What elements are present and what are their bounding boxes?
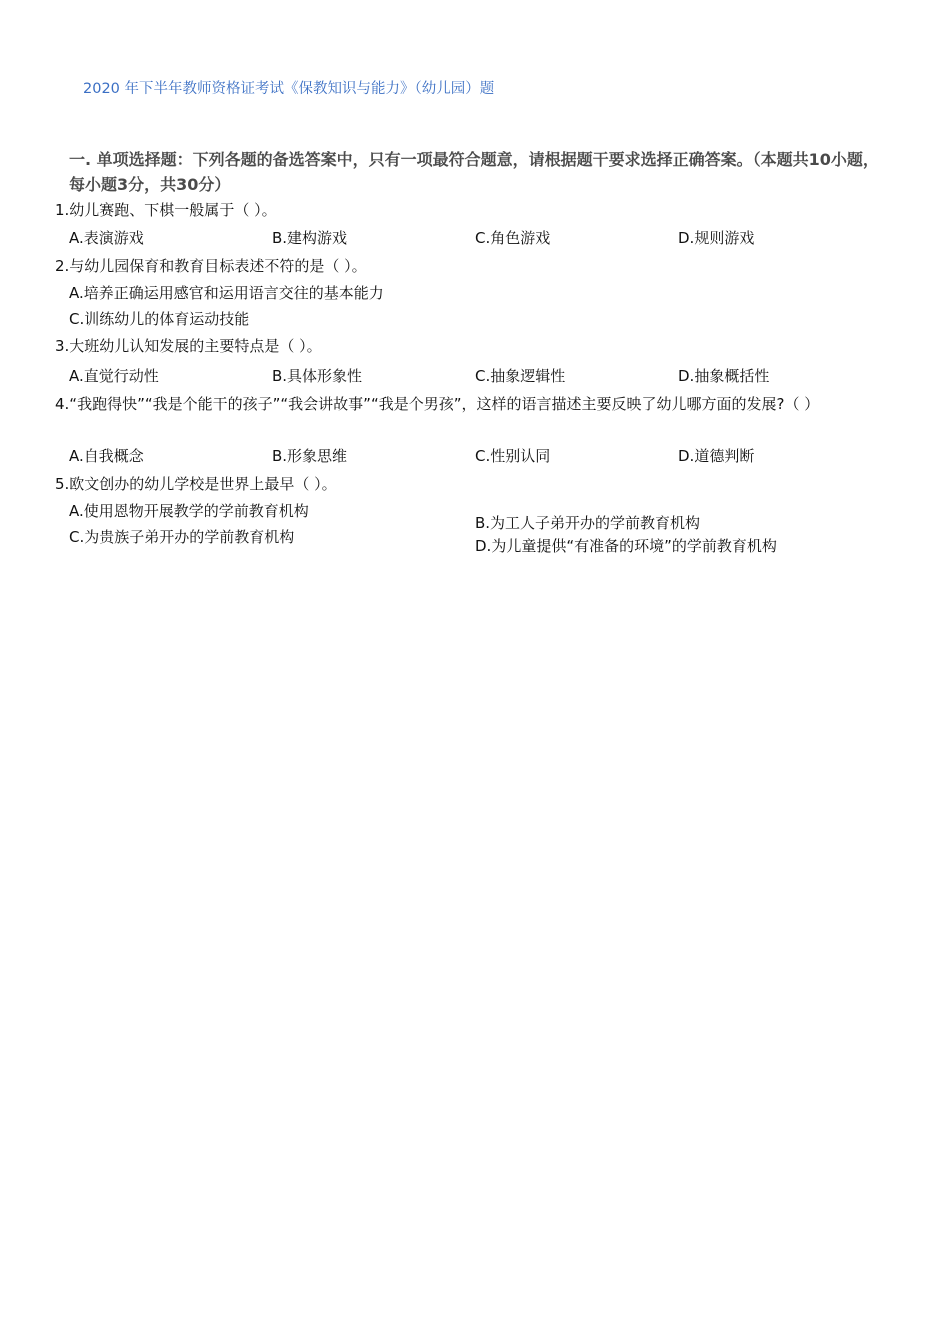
question-4-stem (55, 393, 883, 415)
question-2-option-a: A.培养正确运用感官和运用语言交往的基本能力 (69, 284, 384, 302)
question-4-option-b: B.形象思维 (272, 447, 348, 465)
question-5-option-b: B.为工人子弟开办的学前教育机构 (475, 514, 701, 532)
question-5-option-d: D.为儿童提供“有准备的环境”的学前教育机构 (475, 537, 777, 555)
question-5-option-c: C.为贵族子弟开办的学前教育机构 (69, 528, 295, 546)
question-4-option-a: A.自我概念 (69, 447, 144, 465)
question-2-stem: 2.与幼儿园保育和教育目标表述不符的是（ ）。 (55, 257, 367, 275)
question-4-stem-text: 4.“我跑得快”“我是个能干的孩子”“我会讲故事”“我是个男孩”，这样的语言描述主要反映了幼儿哪方面的发展?（ ） (55, 395, 820, 413)
question-1-option-d: D.规则游戏 (678, 229, 755, 247)
question-4-option-c: C.性别认同 (475, 447, 551, 465)
question-3-option-a: A.直觉行动性 (69, 367, 159, 385)
question-5-option-a: A.使用恩物开展教学的学前教育机构 (69, 502, 309, 520)
question-3-option-b: B.具体形象性 (272, 367, 363, 385)
document-title: 2020 年下半年教师资格证考试《保教知识与能力》（幼儿园）题 (83, 81, 495, 97)
question-1-option-c: C.角色游戏 (475, 229, 551, 247)
question-3-option-d: D.抽象概括性 (678, 367, 770, 385)
question-1-option-b: B.建构游戏 (272, 229, 348, 247)
question-2-option-c: C.训练幼儿的体育运动技能 (69, 310, 250, 328)
question-5-stem: 5.欧文创办的幼儿学校是世界上最早（ ）。 (55, 475, 337, 493)
question-4-option-d: D.道德判断 (678, 447, 755, 465)
question-3-stem: 3.大班幼儿认知发展的主要特点是（ ）。 (55, 337, 322, 355)
question-3-option-c: C.抽象逻辑性 (475, 367, 566, 385)
section-heading: 一. 单项选择题：下列各题的备选答案中，只有一项最符合题意，请根据题干要求选择正确答案。（本题共10小题，每小题3分，共30分） (69, 150, 879, 194)
question-1-option-a: A.表演游戏 (69, 229, 144, 247)
question-1-stem: 1.幼儿赛跑、下棋一般属于（ ）。 (55, 201, 277, 219)
